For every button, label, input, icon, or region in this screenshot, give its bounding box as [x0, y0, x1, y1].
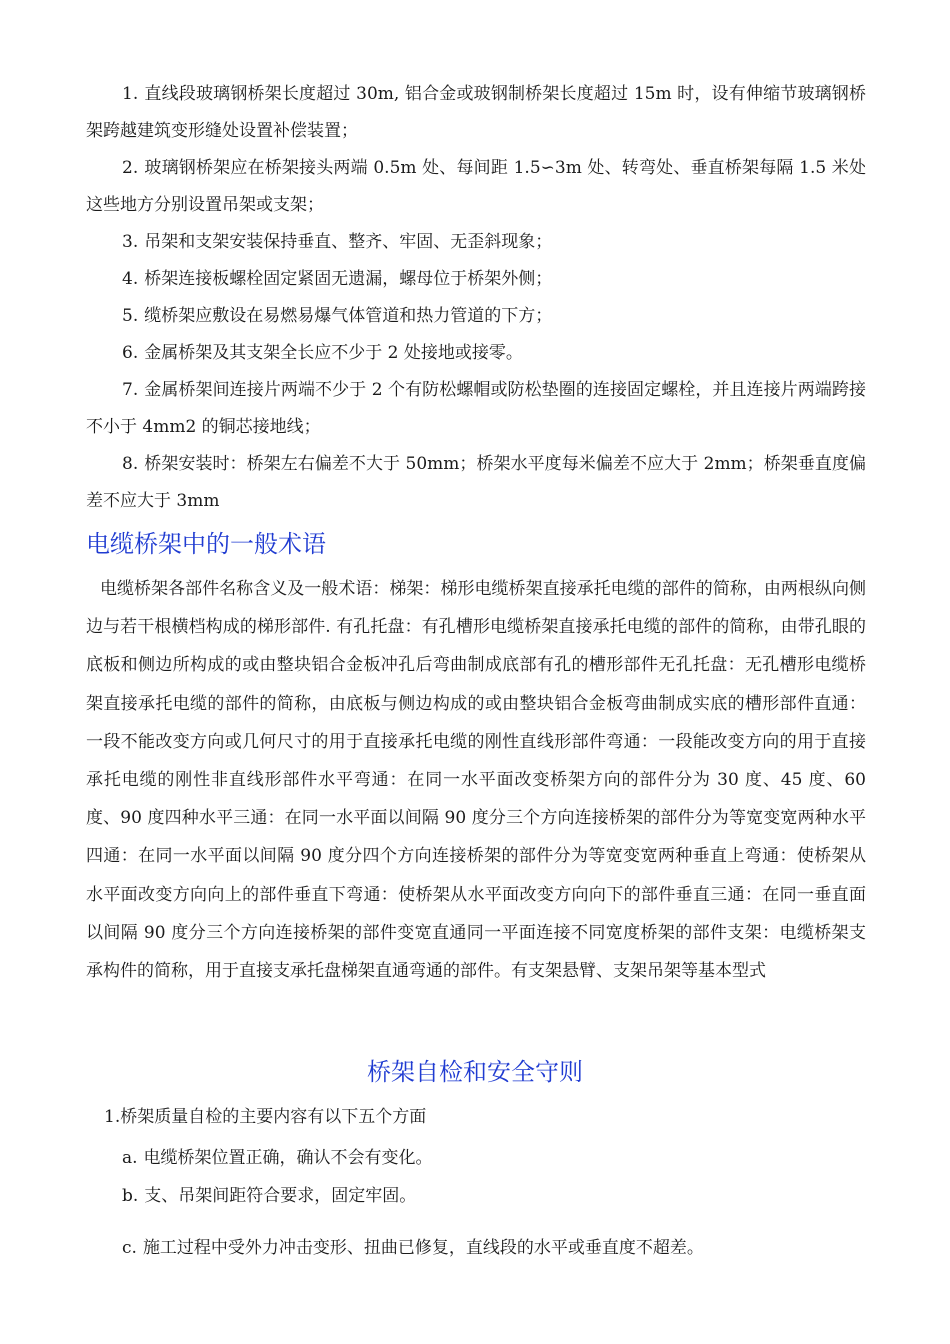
rule-number: 7.	[122, 380, 139, 400]
terms-paragraph: 电缆桥架各部件名称含义及一般术语：梯架：梯形电缆桥架直接承托电缆的部件的简称，由两根纵向侧边与若干根横档构成的梯形部件. 有孔托盘：有孔槽形电缆桥架直接承托电缆的部件的简称，由带孔眼的底板和侧边所构成的或由整块铝合金板冲孔后弯曲制成底部有孔的槽形部件无孔托盘：无孔槽形电缆桥架直接承托电缆的部件的简称，由底板与侧边构成的或由整块铝合金板弯曲制成实底的槽形部件直通：一段不能改变方向或几何尺寸的用于直接承托电缆的刚性直线形部件弯通：一段能改变方向的用于直接承托电缆的刚性非直线形部件水平弯通：在同一水平面改变桥架方向的部件分为 30 度、45 度、60 度、90 度四种水平三通：在同一水平面以间隔 90 度分三个方向连接桥架的部件分为等宽变宽两种水平四通：在同一水平面以间隔 90 度分四个方向连接桥架的部件分为等宽变宽两种垂直上弯通：使桥架从水平面改变方向向上的部件垂直下弯通：使桥架从水平面改变方向向下的部件垂直三通：在同一垂直面以间隔 90 度分三个方向连接桥架的部件变宽直通同一平面连接不同宽度桥架的部件支架：电缆桥架支承构件的简称，用于直接支承托盘梯架直通弯通的部件。有支架悬臂、支架吊架等基本型式	[86, 579, 866, 982]
rule-number: 4.	[122, 269, 139, 289]
item-text: 支、吊架间距符合要求，固定牢固。	[144, 1186, 417, 1206]
rule-item-7	[86, 372, 866, 446]
rule-text: 金属桥架间连接片两端不少于 2 个有防松螺帽或防松垫圈的连接固定螺栓，并且连接片两端跨接不小于 4mm2 的铜芯接地线；	[86, 380, 866, 437]
rule-text: 直线段玻璃钢桥架长度超过 30m, 铝合金或玻钢制桥架长度超过 15m 时，设有伸缩节玻璃钢桥架跨越建筑变形缝处设置补偿装置；	[86, 84, 866, 141]
item-text: 施工过程中受外力冲击变形、扭曲已修复，直线段的水平或垂直度不超差。	[142, 1238, 704, 1258]
rule-number: 2.	[122, 158, 139, 178]
rule-item-6	[86, 335, 866, 372]
rule-text: 玻璃钢桥架应在桥架接头两端 0.5m 处、每间距 1.5∽3m 处、转弯处、垂直桥架每隔 1.5 米处这些地方分别设置吊架或支架；	[86, 158, 866, 215]
rule-text: 桥架连接板螺栓固定紧固无遗漏，螺母位于桥架外侧；	[144, 269, 553, 289]
self-check-intro: 1.桥架质量自检的主要内容有以下五个方面	[104, 1107, 427, 1127]
self-check-item-a	[122, 1143, 902, 1173]
rule-number: 8.	[122, 454, 139, 474]
item-text: 电缆桥架位置正确，确认不会有变化。	[143, 1148, 433, 1168]
rule-text: 缆桥架应敷设在易燃易爆气体管道和热力管道的下方；	[144, 306, 553, 326]
rule-text: 桥架安装时：桥架左右偏差不大于 50mm；桥架水平度每米偏差不应大于 2mm；桥架垂直度偏差不应大于 3mm	[86, 454, 866, 511]
rule-item-5	[86, 298, 866, 335]
item-label: a.	[122, 1148, 138, 1168]
rule-text: 吊架和支架安装保持垂直、整齐、牢固、无歪斜现象；	[144, 232, 553, 252]
rule-number: 5.	[122, 306, 139, 326]
rule-number: 1.	[122, 84, 139, 104]
rule-text: 金属桥架及其支架全长应不少于 2 处接地或接零。	[144, 343, 523, 363]
rule-item-2	[86, 150, 866, 224]
self-check-item-c	[122, 1233, 902, 1263]
rule-item-8	[86, 446, 866, 520]
rule-item-4	[86, 261, 866, 298]
rule-item-1	[86, 76, 866, 150]
item-label: b.	[122, 1186, 139, 1206]
rule-item-3	[86, 224, 866, 261]
self-check-item-b	[122, 1181, 902, 1211]
rule-number: 3.	[122, 232, 139, 252]
section-heading-self-check: 桥架自检和安全守则	[367, 1058, 583, 1086]
section-heading-terms: 电缆桥架中的一般术语	[86, 530, 326, 558]
rule-number: 6.	[122, 343, 139, 363]
item-label: c.	[122, 1238, 137, 1258]
